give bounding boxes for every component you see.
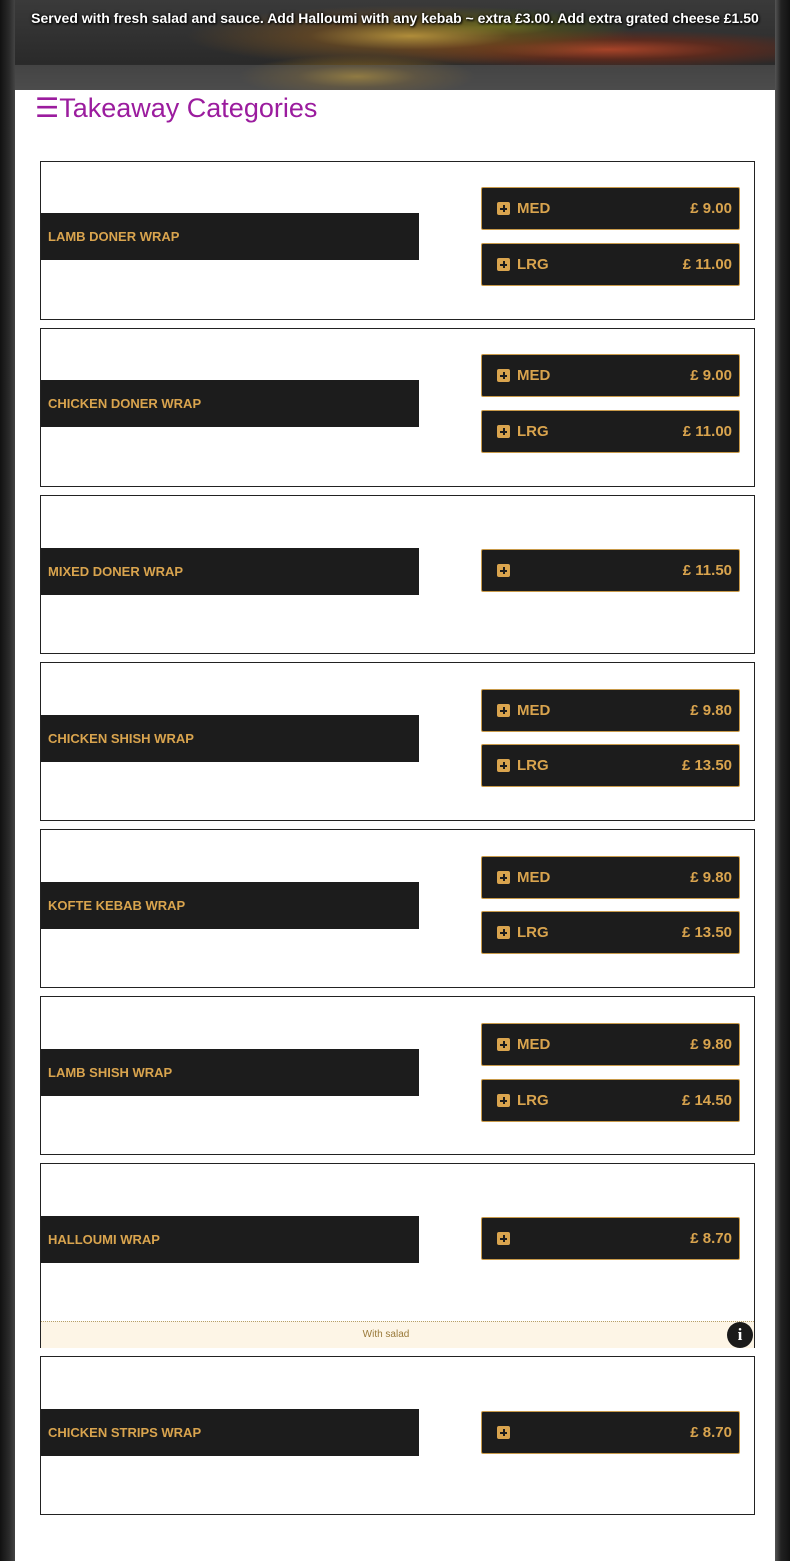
size-label: MED: [517, 702, 551, 719]
banner-text: Served with fresh salad and sauce. Add Halloumi with any kebab ~ extra £3.00. Add extra grated cheese £1.50: [31, 10, 759, 26]
plus-square-icon: [497, 871, 510, 884]
menu-icon[interactable]: ☰: [35, 93, 60, 123]
item-name: LAMB DONER WRAP: [41, 213, 419, 260]
price: £ 9.00: [690, 367, 732, 384]
price: £ 8.70: [690, 1424, 732, 1441]
size-label: LRG: [517, 256, 549, 273]
plus-square-icon: [497, 202, 510, 215]
category-heading[interactable]: [35, 93, 317, 124]
plus-square-icon: [497, 759, 510, 772]
item-name: HALLOUMI WRAP: [41, 1216, 419, 1263]
item-note: With salad: [362, 1329, 410, 1340]
category-title: Takeaway Categories: [59, 93, 318, 123]
price: £ 13.50: [681, 924, 732, 941]
add-to-order-button[interactable]: [481, 549, 740, 592]
item-name: CHICKEN DONER WRAP: [41, 380, 419, 427]
plus-square-icon: [497, 1094, 510, 1107]
menu-item: [40, 161, 755, 320]
plus-square-icon: [497, 564, 510, 577]
price: £ 11.00: [682, 256, 732, 273]
add-to-order-button[interactable]: [481, 744, 740, 787]
size-label: LRG: [517, 924, 549, 941]
price: £ 9.80: [690, 1036, 732, 1053]
size-label: MED: [517, 1036, 551, 1053]
add-to-order-button[interactable]: [481, 1023, 740, 1066]
price: £ 9.80: [690, 702, 732, 719]
item-name: CHICKEN STRIPS WRAP: [41, 1409, 419, 1456]
plus-square-icon: [497, 1426, 510, 1439]
info-icon[interactable]: i: [727, 1322, 753, 1348]
size-label: LRG: [517, 1092, 549, 1109]
add-to-order-button[interactable]: [481, 689, 740, 732]
price: £ 9.00: [690, 200, 732, 217]
add-to-order-button[interactable]: [481, 1411, 740, 1454]
plus-square-icon: [497, 926, 510, 939]
add-to-order-button[interactable]: [481, 410, 740, 453]
add-to-order-button[interactable]: [481, 187, 740, 230]
menu-item: [40, 1356, 755, 1515]
menu-item: [40, 662, 755, 821]
price: £ 14.50: [681, 1092, 732, 1109]
item-name: KOFTE KEBAB WRAP: [41, 882, 419, 929]
size-label: MED: [517, 869, 551, 886]
plus-square-icon: [497, 369, 510, 382]
hero-banner: [15, 0, 775, 90]
plus-square-icon: [497, 1038, 510, 1051]
item-name: MIXED DONER WRAP: [41, 548, 419, 595]
price: £ 9.80: [690, 869, 732, 886]
add-to-order-button[interactable]: [481, 856, 740, 899]
plus-square-icon: [497, 1232, 510, 1245]
size-label: LRG: [517, 423, 549, 440]
add-to-order-button[interactable]: [481, 354, 740, 397]
size-label: MED: [517, 367, 551, 384]
menu-item: [40, 495, 755, 654]
menu-item: [40, 829, 755, 988]
add-to-order-button[interactable]: [481, 911, 740, 954]
menu-page: [15, 0, 775, 1561]
item-note-bar: [41, 1321, 754, 1348]
item-name: LAMB SHISH WRAP: [41, 1049, 419, 1096]
menu-item: [40, 328, 755, 487]
plus-square-icon: [497, 704, 510, 717]
add-to-order-button[interactable]: [481, 1217, 740, 1260]
size-label: LRG: [517, 757, 549, 774]
menu-item: [40, 996, 755, 1155]
price: £ 13.50: [681, 757, 732, 774]
plus-square-icon: [497, 425, 510, 438]
price: £ 11.50: [682, 562, 732, 579]
menu-item: [40, 1163, 755, 1348]
plus-square-icon: [497, 258, 510, 271]
item-name: CHICKEN SHISH WRAP: [41, 715, 419, 762]
right-border: [775, 0, 790, 1561]
left-border: [0, 0, 15, 1561]
banner-strip: [15, 65, 775, 90]
add-to-order-button[interactable]: [481, 243, 740, 286]
size-label: MED: [517, 200, 551, 217]
price: £ 11.00: [682, 423, 732, 440]
add-to-order-button[interactable]: [481, 1079, 740, 1122]
price: £ 8.70: [690, 1230, 732, 1247]
